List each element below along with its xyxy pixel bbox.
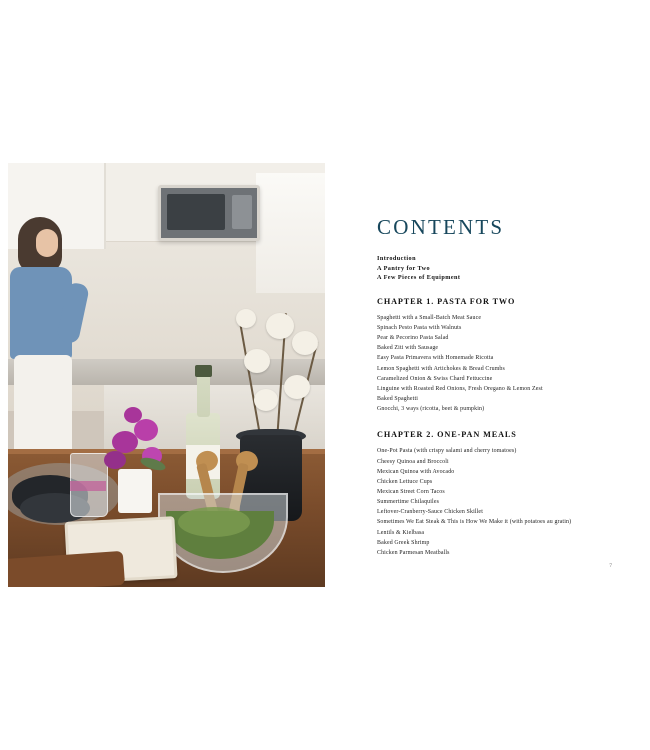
front-matter-list [377, 254, 613, 283]
recipe-entry: Baked Greek Shrimp [377, 539, 430, 546]
microwave-panel [232, 195, 252, 229]
cotton-boll [236, 309, 256, 328]
recipe-entry: One-Pot Pasta (with crispy salami and cherry tomatoes) [377, 448, 517, 455]
person-trousers [14, 355, 72, 451]
recipe-entry: Linguine with Roasted Red Onions, Fresh Oregano & Lemon Zest [377, 385, 543, 392]
front-matter-item: Introduction [377, 255, 416, 262]
flower-bloom [134, 419, 158, 441]
front-matter-item: A Few Pieces of Equipment [377, 274, 461, 282]
flower-vase [118, 469, 152, 513]
table-of-contents [377, 215, 613, 574]
recipe-entry: Spinach Pesto Pasta with Walnuts [377, 324, 462, 331]
cotton-boll [254, 389, 278, 411]
recipe-entry: Gnocchi, 3 ways (ricotta, beet & pumpkin) [377, 406, 485, 413]
microwave-icon [158, 185, 260, 241]
recipe-entry: Easy Pasta Primavera with Homemade Ricotta [377, 355, 494, 362]
recipe-entry: Baked Spaghetti [377, 396, 419, 403]
window-light [256, 173, 325, 293]
wine-bottle-cap [195, 365, 212, 377]
recipe-entry: Lentils & Kielbasa [377, 529, 425, 536]
person-face [36, 229, 58, 257]
recipe-entry: Sometimes We Eat Steak & This is How We Make it (with potatoes au gratin) [377, 519, 572, 526]
recipe-entry: Summertime Chilaquiles [377, 499, 440, 506]
chapter-section [377, 297, 613, 415]
recipe-entry: Spaghetti with a Small-Batch Meat Sauce [377, 314, 482, 321]
recipe-entry: Cheesy Quinoa and Broccoli [377, 458, 449, 465]
book-spread [8, 163, 642, 587]
chapter-heading: CHAPTER 1. PASTA FOR TWO [377, 296, 516, 306]
microwave-door [167, 194, 225, 230]
flower-bloom [124, 407, 142, 423]
chapter-heading: CHAPTER 2. ONE-PAN MEALS [377, 430, 517, 440]
recipe-entry: Chicken Lettuce Cups [377, 478, 433, 485]
recipe-entry: Pear & Pecorino Pasta Salad [377, 335, 449, 342]
cotton-boll [292, 331, 318, 355]
cotton-boll [284, 375, 310, 399]
recipe-entry: Chicken Parmesan Meatballs [377, 549, 450, 556]
glass-band [70, 481, 106, 491]
recipe-entry: Mexican Quinoa with Avocado [377, 468, 455, 475]
page-title: CONTENTS [377, 215, 505, 239]
front-matter-item: A Pantry for Two [377, 264, 431, 272]
recipe-entry: Lemon Spaghetti with Artichokes & Bread Crumbs [377, 365, 505, 372]
page-number: 7 [609, 563, 612, 569]
cookbook-contents-page [325, 163, 642, 587]
cookbook-photo-page [8, 163, 325, 587]
cotton-boll [244, 349, 270, 373]
cotton-boll [266, 313, 294, 339]
recipe-entry: Caramelized Onion & Swiss Chard Fettuccine [377, 375, 493, 382]
recipe-entry: Mexican Street Corn Tacos [377, 489, 445, 496]
recipe-entry: Baked Ziti with Sausage [377, 345, 439, 352]
recipe-entry: Leftover-Cranberry-Sauce Chicken Skillet [377, 509, 483, 516]
chapter-section [377, 430, 613, 558]
salad-greens-highlight [178, 507, 250, 537]
flower-bloom [104, 451, 126, 469]
